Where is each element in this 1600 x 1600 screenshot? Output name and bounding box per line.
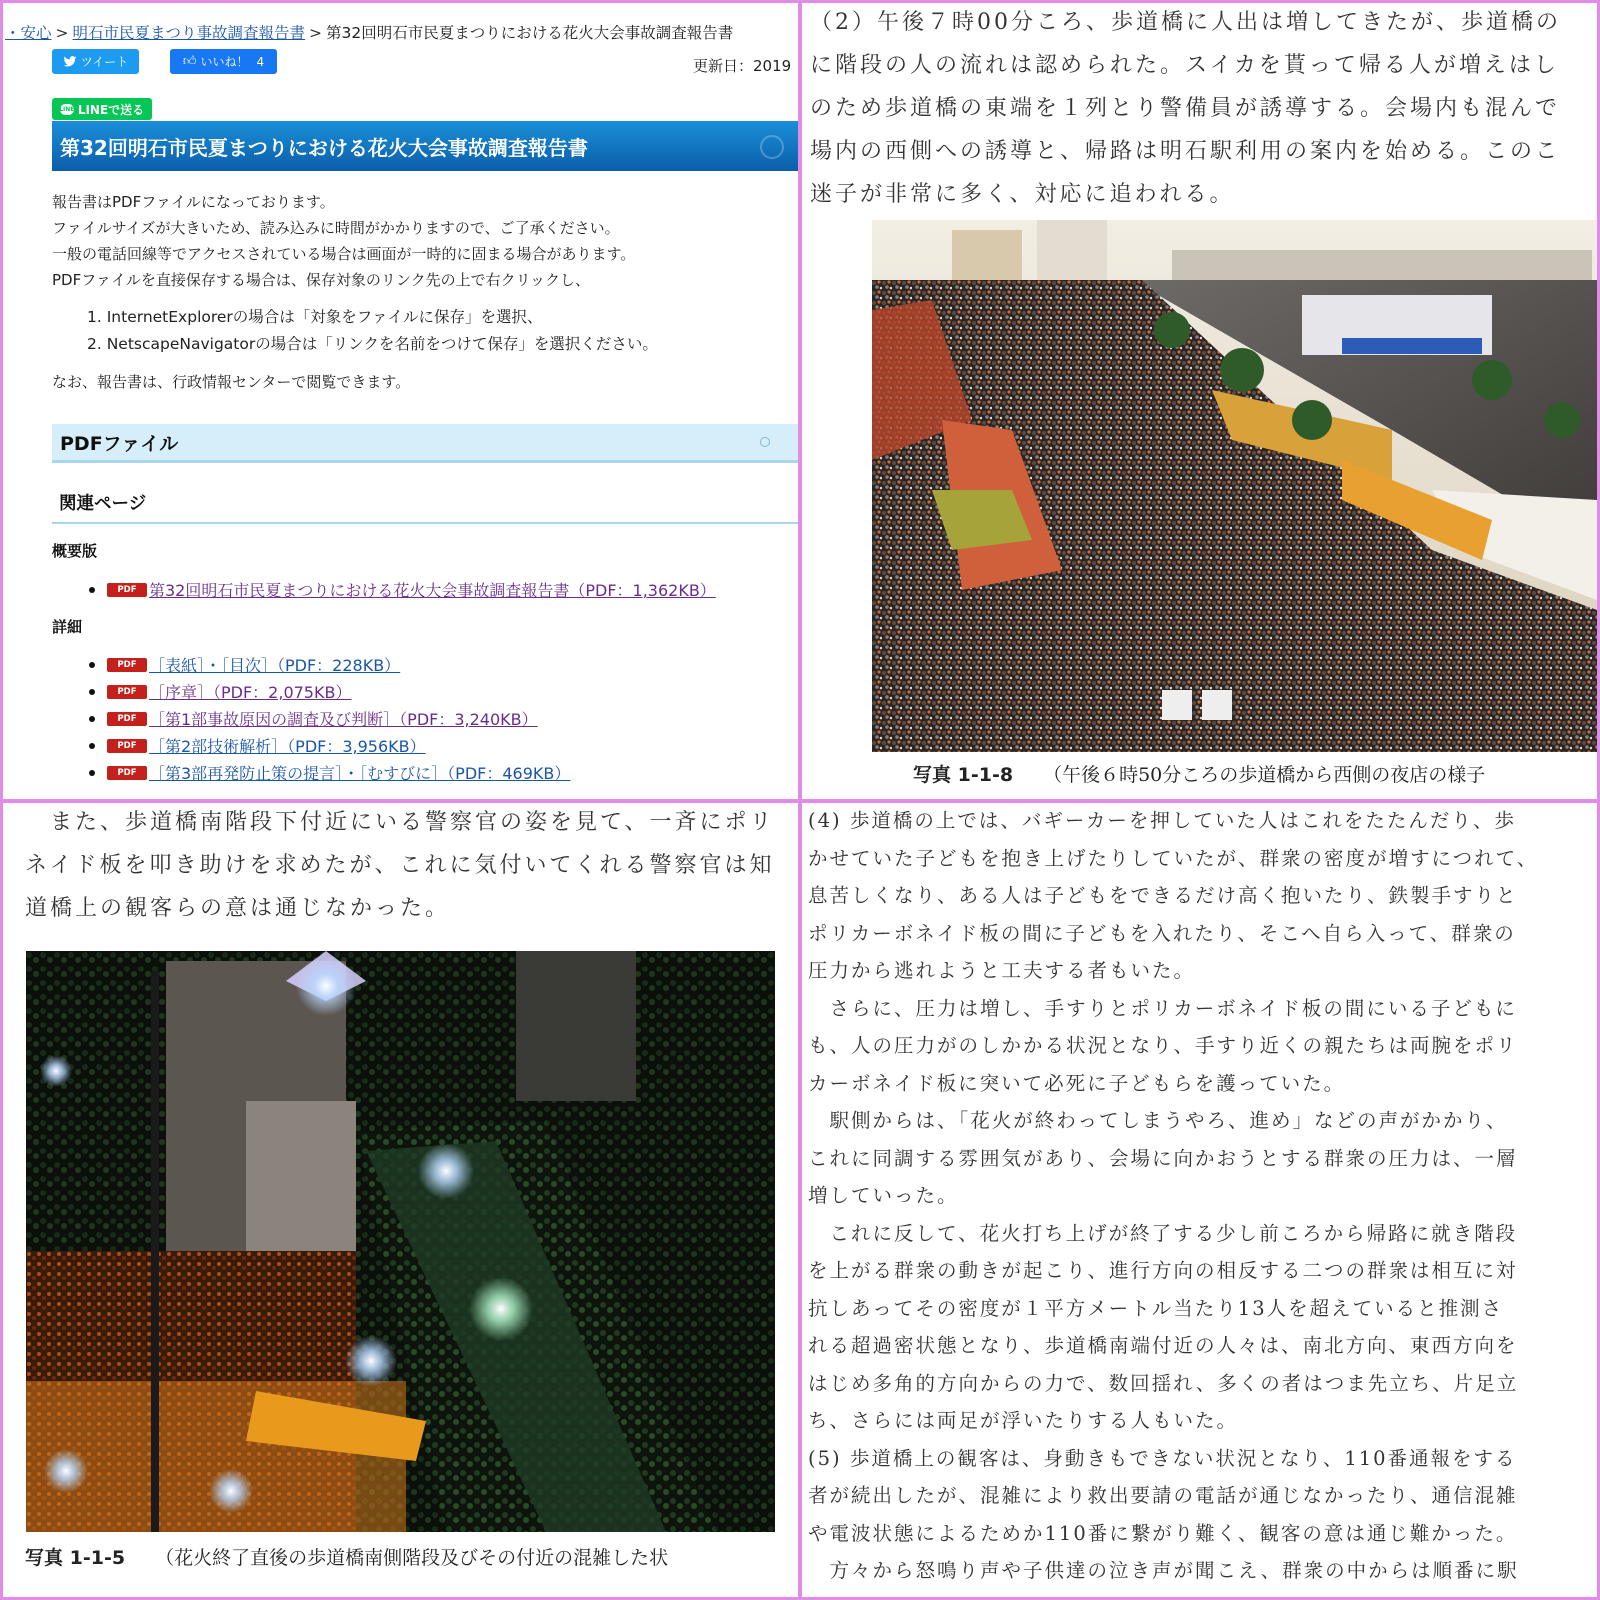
reading-room-note: なお、報告書は、行政情報センターで閲覧できます。 — [52, 373, 411, 391]
line-logo-icon: LINE — [59, 105, 75, 113]
bullet-icon — [89, 743, 95, 749]
report-text-line: 者が続出したが、混雑により救出要請の電話が通じなかったり、通信混雑 — [808, 1484, 1518, 1507]
list-item — [89, 653, 400, 676]
pdf-link-part3[interactable]: ［第3部再発防止策の提言］・［むすびに］（PDF：469KB） — [149, 764, 571, 783]
report-text-line: 息苦しくなり、ある人は子どもをできるだけ高く抱いたり、鉄製手すりと — [808, 884, 1518, 907]
related-pages-heading: 関連ページ — [52, 490, 798, 524]
pdf-link-part1[interactable]: ［第1部事故原因の調査及び判断］（PDF：3,240KB） — [149, 710, 538, 729]
line-share-button[interactable] — [52, 98, 152, 120]
thumbs-up-icon: 👍︎ — [182, 54, 197, 69]
detail-heading: 詳細 — [52, 618, 83, 636]
pdf-section-title: PDFファイル — [60, 432, 179, 455]
report-text-line: 迷子が非常に多く、対応に追われる。 — [810, 182, 1235, 207]
report-text-line: 場内の西側への誘導と、帰路は明石駅利用の案内を始める。このこ — [810, 139, 1561, 164]
bullet-icon — [89, 662, 95, 668]
pdf-icon: PDF — [107, 658, 147, 672]
pdf-icon: PDF — [107, 739, 147, 753]
report-text-line: を上がる群衆の動きが起こり、進行方向の相反する二つの群衆は相互に対 — [808, 1259, 1518, 1282]
report-page-top-right — [802, 3, 1597, 799]
photo-daytime-crowd-image — [872, 220, 1597, 752]
breadcrumb-link-safety[interactable]: ・安心 — [5, 24, 52, 42]
report-text-line: も、人の圧力がのしかかる状況となり、手すり近くの親たちは両腕をポリ — [808, 1034, 1518, 1057]
report-text-line: これに反して、花火打ち上げが終了する少し前ころから帰路に就き階段 — [808, 1222, 1518, 1245]
report-text-line: 駅側からは、「花火が終わってしまうやろ、進め」などの声がかかり、 — [808, 1109, 1508, 1132]
report-text-line: (5) 歩道橋上の観客は、身動きもできない状況となり、110番通報をする — [808, 1447, 1517, 1470]
photo-caption — [25, 1543, 668, 1570]
photo-caption-text: （花火終了直後の歩道橋南側階段及びその付近の混雑した状 — [155, 1547, 669, 1569]
report-text-line: や電波状態によるためか110番に繋がり難く、観客の意は通じ難かった。 — [808, 1522, 1518, 1545]
report-text-line: 抗しあってその密度が１平方メートル当たり13人を超えていると推測さ — [808, 1297, 1504, 1320]
report-text-line: ポリカーボネイド板の間に子どもを入れたり、そこへ自ら入って、群衆の — [808, 922, 1516, 945]
intro-line: PDFファイルを直接保存する場合は、保存対象のリンク先の上で右クリックし、 — [52, 271, 591, 289]
report-text-line: 圧力から逃れようと工夫する者もいた。 — [808, 959, 1196, 982]
photo-caption — [913, 760, 1485, 787]
photo-caption-label: 写真 1-1-8 — [913, 764, 1014, 786]
intro-line: 一般の電話回線等でアクセスされている場合は画面が一時的に固まる場合があります。 — [52, 245, 636, 263]
report-text-line: （2）午後７時00分ころ、歩道橋に人出は増してきたが、歩道橋の — [810, 10, 1561, 35]
pdf-icon: PDF — [107, 685, 147, 699]
report-page-bottom-left — [3, 803, 798, 1597]
pdf-icon: PDF — [107, 766, 147, 780]
decorative-ring-icon — [760, 437, 770, 447]
pdf-link-prologue[interactable]: ［序章］（PDF：2,075KB） — [149, 683, 352, 702]
web-page-panel — [3, 3, 798, 799]
report-text-line: これに同調する雰囲気があり、会場に向かおうとする群衆の圧力は、一層 — [808, 1147, 1518, 1170]
pdf-link-cover[interactable]: ［表紙］・［目次］（PDF：228KB） — [149, 656, 401, 675]
report-text-line: に階段の人の流れは認められた。スイカを貰って帰る人が増えはし — [810, 53, 1559, 78]
report-text-line: れる超過密状態となり、歩道橋南端付近の人々は、南北方向、東西方向を — [808, 1334, 1518, 1357]
report-text-line: (4) 歩道橋の上では、バギーカーを押していた人はこれをたたんだり、歩 — [808, 809, 1516, 832]
bullet-icon — [89, 689, 95, 695]
pdf-icon: PDF — [107, 583, 147, 597]
tweet-label: ツイート — [80, 55, 129, 69]
list-item — [89, 707, 538, 730]
tweet-button[interactable] — [52, 49, 139, 74]
bullet-icon — [89, 587, 95, 593]
bullet-icon — [89, 770, 95, 776]
report-text-line: はじめ多角的方向からの力で、数回揺れ、多くの者はつま先立ち、片足立 — [808, 1372, 1519, 1395]
photo-night-stairs — [26, 951, 775, 1532]
report-text-line: また、歩道橋南階段下付近にいる警察官の姿を見て、一斉にポリ — [25, 810, 775, 835]
like-button[interactable] — [170, 49, 277, 74]
report-page-bottom-right — [802, 803, 1597, 1597]
list-item — [89, 734, 426, 757]
breadcrumb — [5, 21, 733, 43]
photo-caption-text: （午後６時50分ころの歩道橋から西側の夜店の様子 — [1043, 764, 1486, 786]
list-item — [89, 578, 716, 601]
photo-night-stairs-image — [26, 951, 775, 1532]
report-text-line: カーボネイド板に突いて必死に子どもらを護っていた。 — [808, 1072, 1346, 1095]
photo-caption-label: 写真 1-1-5 — [25, 1547, 126, 1569]
summary-pdf-link[interactable]: 第32回明石市民夏まつりにおける花火大会事故調査報告書（PDF：1,362KB） — [149, 581, 716, 600]
report-text-line: 道橋上の観客らの意は通じなかった。 — [25, 896, 451, 921]
report-text-line: さらに、圧力は増し、手すりとポリカーボネイド板の間にいる子どもに — [808, 997, 1517, 1020]
intro-line: ファイルサイズが大きいため、読み込みに時間がかかりますので、ご了承ください。 — [52, 219, 620, 237]
report-text-line: ち、さらには両足が浮いたりする人もいた。 — [808, 1409, 1239, 1432]
report-text-line: 方々から怒鳴り声や子供達の泣き声が聞こえ、群衆の中からは順番に駅 — [808, 1559, 1519, 1582]
intro-line: 報告書はPDFファイルになっております。 — [52, 193, 335, 211]
breadcrumb-current: 第32回明石市民夏まつりにおける花火大会事故調査報告書 — [326, 24, 734, 42]
page-title — [52, 121, 798, 171]
report-text-line: のため歩道橋の東端を１列とり警備員が誘導する。会場内も混んで — [810, 96, 1561, 121]
list-item — [89, 761, 570, 784]
updated-date: 更新日：2019 — [693, 57, 792, 75]
save-instruction-netscape: 2. NetscapeNavigatorの場合は「リンクを名前をつけて保存」を選択ください。 — [87, 335, 658, 353]
breadcrumb-separator: > — [55, 24, 69, 42]
summary-heading: 概要版 — [52, 542, 98, 560]
report-text-line: ネイド板を叩き助けを求めたが、これに気付いてくれる警察官は知 — [25, 853, 775, 878]
breadcrumb-separator: > — [309, 24, 323, 42]
list-item — [89, 680, 351, 703]
photo-daytime-crowd — [872, 220, 1597, 752]
report-text-line: 増していった。 — [808, 1184, 959, 1207]
bullet-icon — [89, 716, 95, 722]
report-text-line: かせていた子どもを抱き上げたりしていたが、群衆の密度が増すにつれて、 — [808, 847, 1539, 870]
breadcrumb-link-report[interactable]: 明石市民夏まつり事故調査報告書 — [72, 24, 306, 42]
pdf-icon: PDF — [107, 712, 147, 726]
pdf-link-part2[interactable]: ［第2部技術解析］（PDF：3,956KB） — [149, 737, 426, 756]
page-title-text: 第32回明石市民夏まつりにおける花火大会事故調査報告書 — [60, 135, 588, 160]
like-count: 4 — [256, 54, 265, 69]
decorative-ring-icon — [760, 135, 784, 159]
like-label: いいね！ — [200, 55, 249, 69]
twitter-bird-icon — [63, 56, 77, 68]
save-instruction-ie: 1. InternetExplorerの場合は「対象をファイルに保存」を選択、 — [87, 308, 543, 326]
line-share-label: LINEで送る — [77, 102, 145, 117]
pdf-section-heading — [52, 424, 798, 463]
